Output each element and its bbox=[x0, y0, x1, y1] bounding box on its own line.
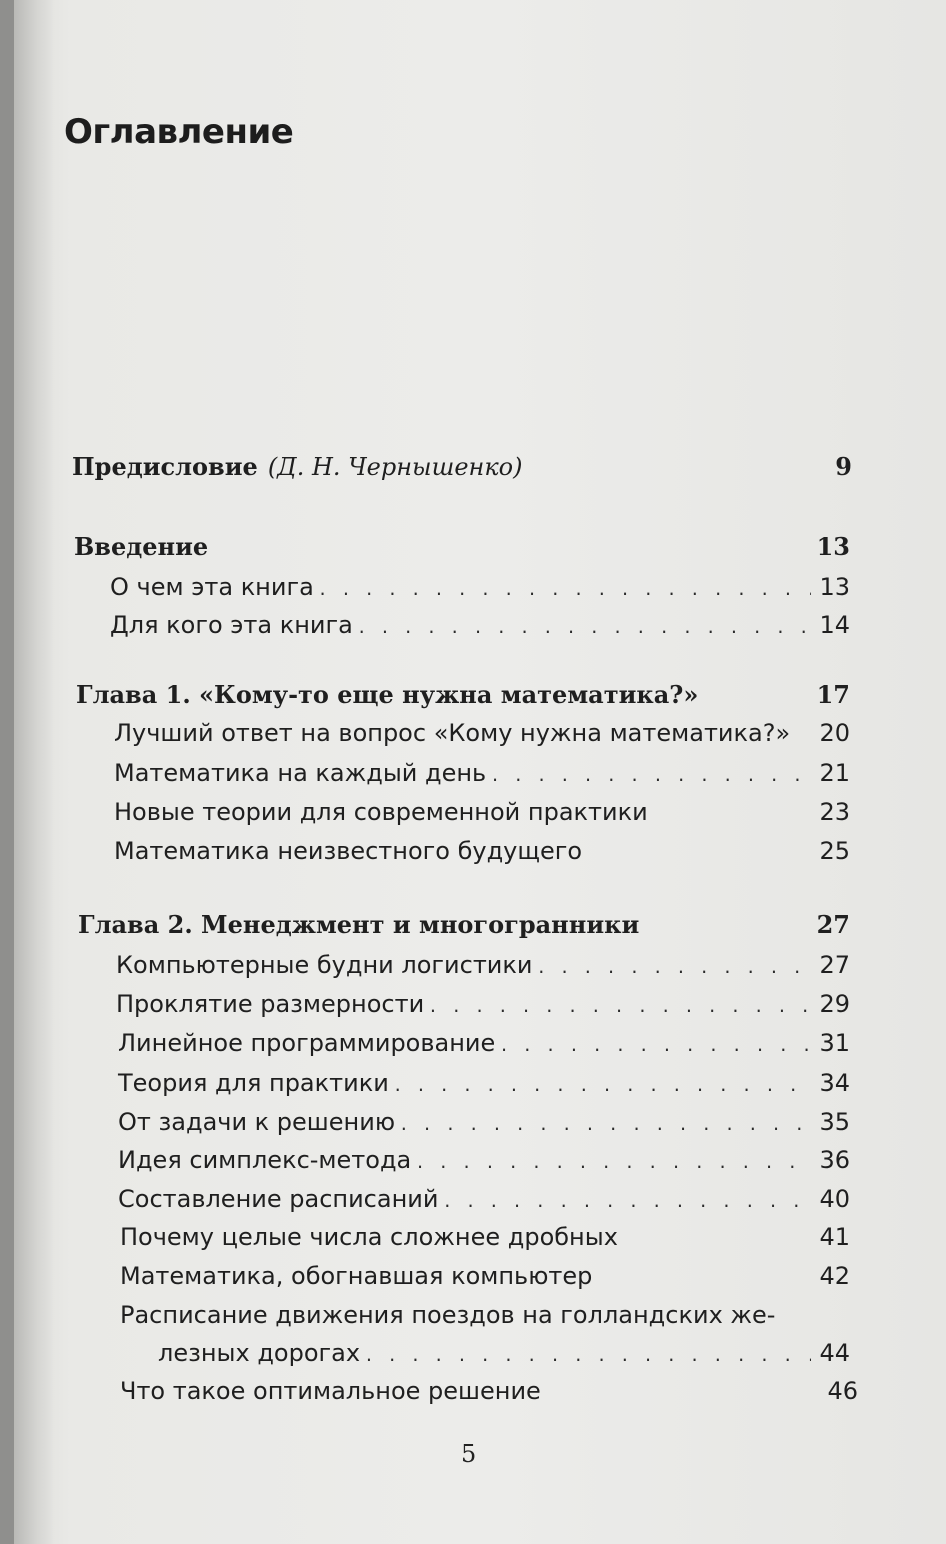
toc-entry[interactable] bbox=[114, 797, 850, 827]
toc-entry[interactable] bbox=[110, 610, 850, 643]
toc-entry[interactable] bbox=[114, 718, 850, 748]
toc-entry-label: От задачи к решению bbox=[118, 1108, 396, 1136]
toc-entry-page: 27 bbox=[819, 951, 850, 979]
toc-entry[interactable] bbox=[118, 1145, 850, 1178]
toc-entry-page: 13 bbox=[819, 573, 850, 601]
toc-entry[interactable] bbox=[110, 572, 850, 605]
toc-entry-page: 42 bbox=[819, 1262, 850, 1290]
toc-entry-label: Математика на каждый день bbox=[114, 759, 487, 787]
toc-entry-page: 13 bbox=[816, 532, 850, 561]
toc-entry-page: 17 bbox=[816, 680, 850, 709]
toc-entry-page: 40 bbox=[819, 1185, 850, 1213]
toc-entry-label: Проклятие размерности bbox=[116, 990, 425, 1018]
toc-entry-chapter-2[interactable] bbox=[78, 910, 850, 940]
toc-entry-page: 41 bbox=[819, 1223, 850, 1251]
toc-entry-wrapped-line[interactable]: Расписание движения поездов на голландских же- bbox=[120, 1301, 776, 1329]
toc-entry-page: 31 bbox=[819, 1029, 850, 1057]
toc-entry-introduction[interactable] bbox=[74, 532, 850, 562]
toc-leader-dots bbox=[399, 1110, 811, 1140]
toc-entry-label: Предисловие bbox=[72, 452, 258, 481]
toc-entry[interactable] bbox=[158, 1338, 850, 1371]
toc-entry-page: 21 bbox=[819, 759, 850, 787]
toc-entry-label: Что такое оптимальное решение bbox=[120, 1377, 541, 1405]
toc-entry-label: Линейное программирование bbox=[118, 1029, 496, 1057]
toc-entry-page: 34 bbox=[819, 1069, 850, 1097]
toc-entry-label: Составление расписаний bbox=[118, 1185, 439, 1213]
toc-entry-label: Глава 2. Менеджмент и многогранники bbox=[78, 910, 640, 939]
toc-entry[interactable] bbox=[120, 1376, 858, 1406]
toc-entry-page: 23 bbox=[819, 798, 850, 826]
toc-entry[interactable] bbox=[118, 1028, 850, 1061]
toc-leader-dots bbox=[393, 1071, 812, 1101]
toc-entry-page: 29 bbox=[819, 990, 850, 1018]
toc-entry[interactable] bbox=[120, 1261, 850, 1291]
toc-entry-page: 27 bbox=[816, 910, 850, 939]
toc-leader-dots bbox=[499, 1031, 811, 1061]
toc-entry-page: 36 bbox=[819, 1146, 850, 1174]
toc-entry-preface[interactable] bbox=[72, 452, 852, 482]
toc-entry[interactable] bbox=[120, 1222, 850, 1252]
toc-entry-author: (Д. Н. Чернышенко) bbox=[267, 453, 523, 481]
toc-leader-dots bbox=[442, 1187, 811, 1217]
toc-leader-dots bbox=[537, 953, 812, 983]
toc-entry-page: 46 bbox=[827, 1377, 858, 1405]
page-title: Оглавление bbox=[64, 112, 294, 152]
toc-entry-label: Глава 1. «Кому-то еще нужна математика?» bbox=[76, 680, 699, 709]
toc-entry[interactable] bbox=[118, 1107, 850, 1140]
toc-entry[interactable] bbox=[114, 758, 850, 791]
toc-leader-dots bbox=[318, 575, 812, 605]
toc-entry-label: Идея симплекс-метода bbox=[118, 1146, 412, 1174]
toc-entry[interactable] bbox=[114, 836, 850, 866]
page-gutter-shadow bbox=[14, 0, 54, 1544]
toc-entry[interactable] bbox=[116, 950, 850, 983]
toc-entry-chapter-1[interactable] bbox=[76, 680, 850, 710]
toc-entry-page: 14 bbox=[819, 611, 850, 639]
toc-entry-label: лезных дорогах bbox=[158, 1339, 361, 1367]
toc-entry-label: Для кого эта книга bbox=[110, 611, 353, 639]
toc-entry[interactable] bbox=[116, 989, 850, 1022]
toc-entry-label: Математика, обогнавшая компьютер bbox=[120, 1262, 593, 1290]
toc-entry-label: Введение bbox=[74, 532, 209, 561]
toc-entry-page: 20 bbox=[819, 719, 850, 747]
toc-entry-label: Компьютерные будни логистики bbox=[116, 951, 533, 979]
toc-entry[interactable] bbox=[118, 1184, 850, 1217]
toc-leader-dots bbox=[357, 613, 812, 643]
toc-leader-dots bbox=[490, 761, 811, 791]
page-number: 5 bbox=[461, 1440, 477, 1468]
toc-entry-label: О чем эта книга bbox=[110, 573, 314, 601]
toc-entry-label: Теория для практики bbox=[118, 1069, 389, 1097]
toc-entry-page: 25 bbox=[819, 837, 850, 865]
toc-entry-page: 35 bbox=[819, 1108, 850, 1136]
toc-entry-label: Новые теории для современной практики bbox=[114, 798, 648, 826]
toc-entry-page: 9 bbox=[835, 452, 852, 481]
toc-leader-dots bbox=[428, 992, 811, 1022]
toc-entry-page: 44 bbox=[819, 1339, 850, 1367]
toc-entry-label: Почему целые числа сложнее дробных bbox=[120, 1223, 618, 1251]
toc-leader-dots bbox=[364, 1341, 811, 1371]
toc-leader-dots bbox=[415, 1148, 811, 1178]
toc-entry-label: Лучший ответ на вопрос «Кому нужна математика?» bbox=[114, 719, 791, 747]
toc-entry[interactable] bbox=[118, 1068, 850, 1101]
toc-entry-label: Математика неизвестного будущего bbox=[114, 837, 583, 865]
